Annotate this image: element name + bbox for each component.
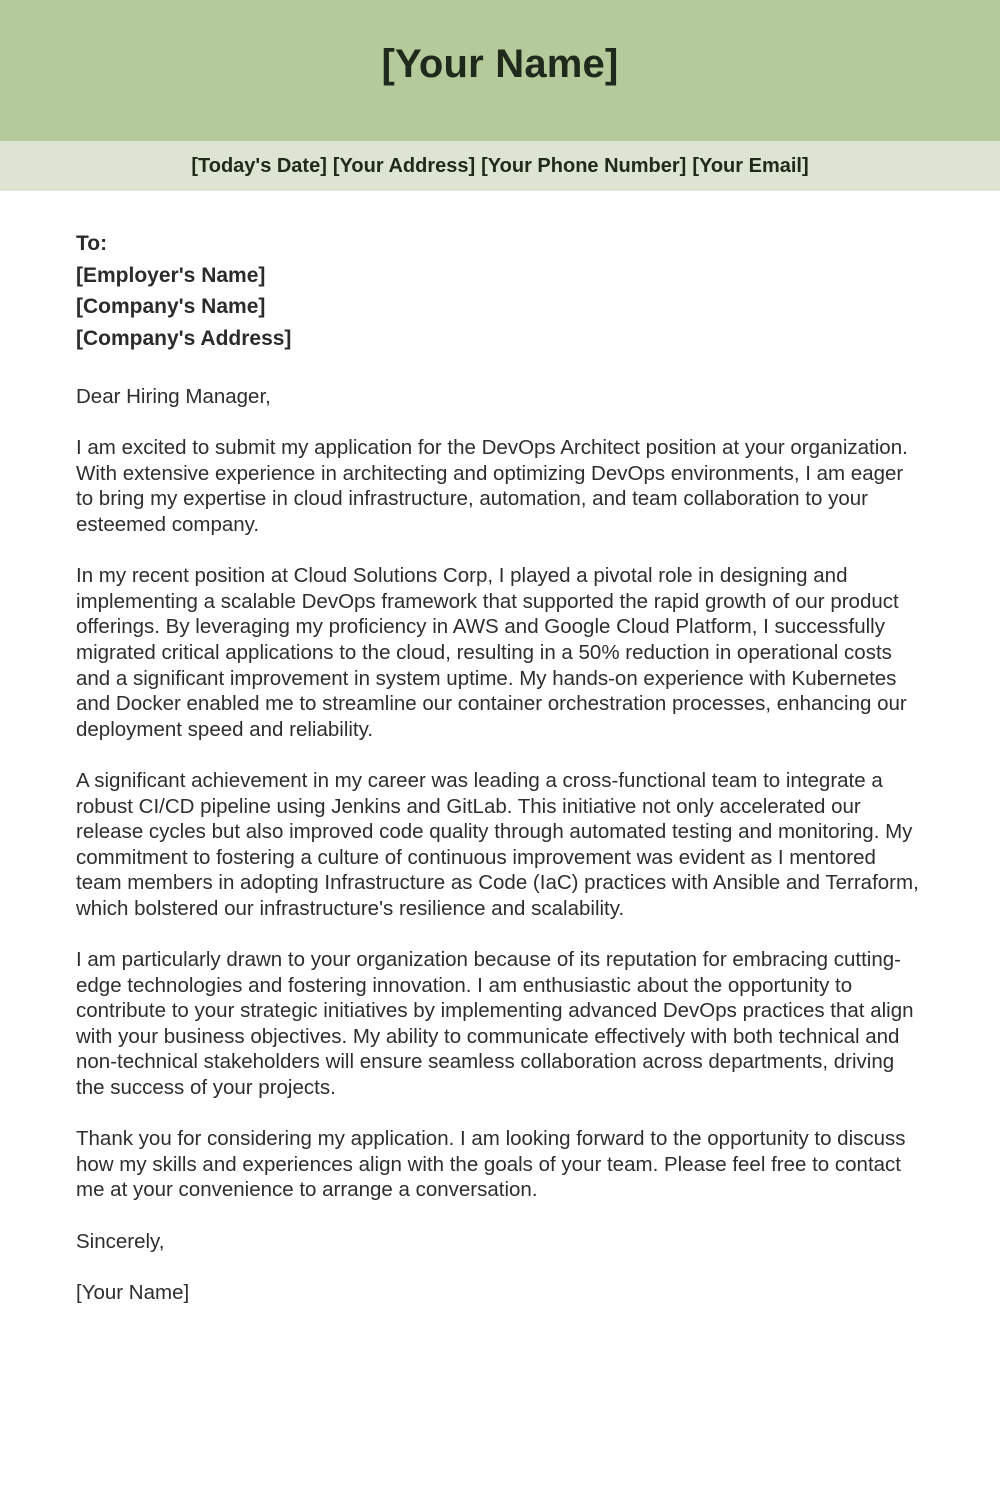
signature: [Your Name] (76, 1280, 190, 1304)
company-name: [Company's Name] (76, 295, 266, 318)
paragraph-achievement: A significant achievement in my career was leading a cross-functional team to integrate a robust CI/CD pipeline using Jenkins and GitLab. This initiative not only accelerated our release cycles but also improved code quality through automated testing and monitoring. My commitment to fostering a culture of continuous improvement was evident as I mentored team members in adopting Infrastructure as Code (IaC) practices with Ansible and Terraform, which bolstered our infrastructure's resilience and scalability. (76, 768, 919, 920)
salutation: Dear Hiring Manager, (76, 385, 271, 408)
applicant-name: [Your Name] (381, 42, 619, 86)
company-address: [Company's Address] (76, 326, 292, 350)
closing: Sincerely, (76, 1229, 165, 1253)
email-placeholder: [Your Email] (692, 154, 809, 177)
header-band (0, 0, 1000, 141)
phone-placeholder: [Your Phone Number] (481, 154, 687, 177)
letter-body (0, 191, 1000, 1305)
to-label: To: (76, 232, 108, 255)
employer-name: [Employer's Name] (76, 263, 266, 287)
paragraph-intro: I am excited to submit my application for the DevOps Architect position at your organization. With extensive experience in architecting and optimizing DevOps environments, I am eager to bring my expertise in cloud infrastructure, automation, and team collaboration to your esteemed company. (76, 436, 908, 536)
contact-info-bar (0, 141, 1000, 191)
address-placeholder: [Your Address] (332, 154, 476, 177)
paragraph-experience: In my recent position at Cloud Solutions Corp, I played a pivotal role in designing and implementing a scalable DevOps framework that supported the rapid growth of our product offerings. By leveraging my proficiency in AWS and Google Cloud Platform, I successfully migrated critical applications to the cloud, resulting in a 50% reduction in operational costs and a significant improvement in system uptime. My hands-on experience with Kubernetes and Docker enabled me to streamline our container orchestration processes, enhancing our deployment speed and reliability. (76, 564, 907, 741)
recipient-block (76, 228, 924, 354)
date-placeholder: [Today's Date] (191, 154, 327, 177)
paragraph-thanks: Thank you for considering my application. I am looking forward to the opportunity to discuss how my skills and experiences align with the goals of your team. Please feel free to contact me at your convenience to arrange a conversation. (76, 1127, 906, 1202)
paragraph-motivation: I am particularly drawn to your organization because of its reputation for embracing cutting-edge technologies and fostering innovation. I am enthusiastic about the opportunity to contribute to your strategic initiatives by implementing advanced DevOps practices that align with your business objectives. My ability to communicate effectively with both technical and non-technical stakeholders will ensure seamless collaboration across departments, driving the success of your projects. (76, 948, 914, 1100)
